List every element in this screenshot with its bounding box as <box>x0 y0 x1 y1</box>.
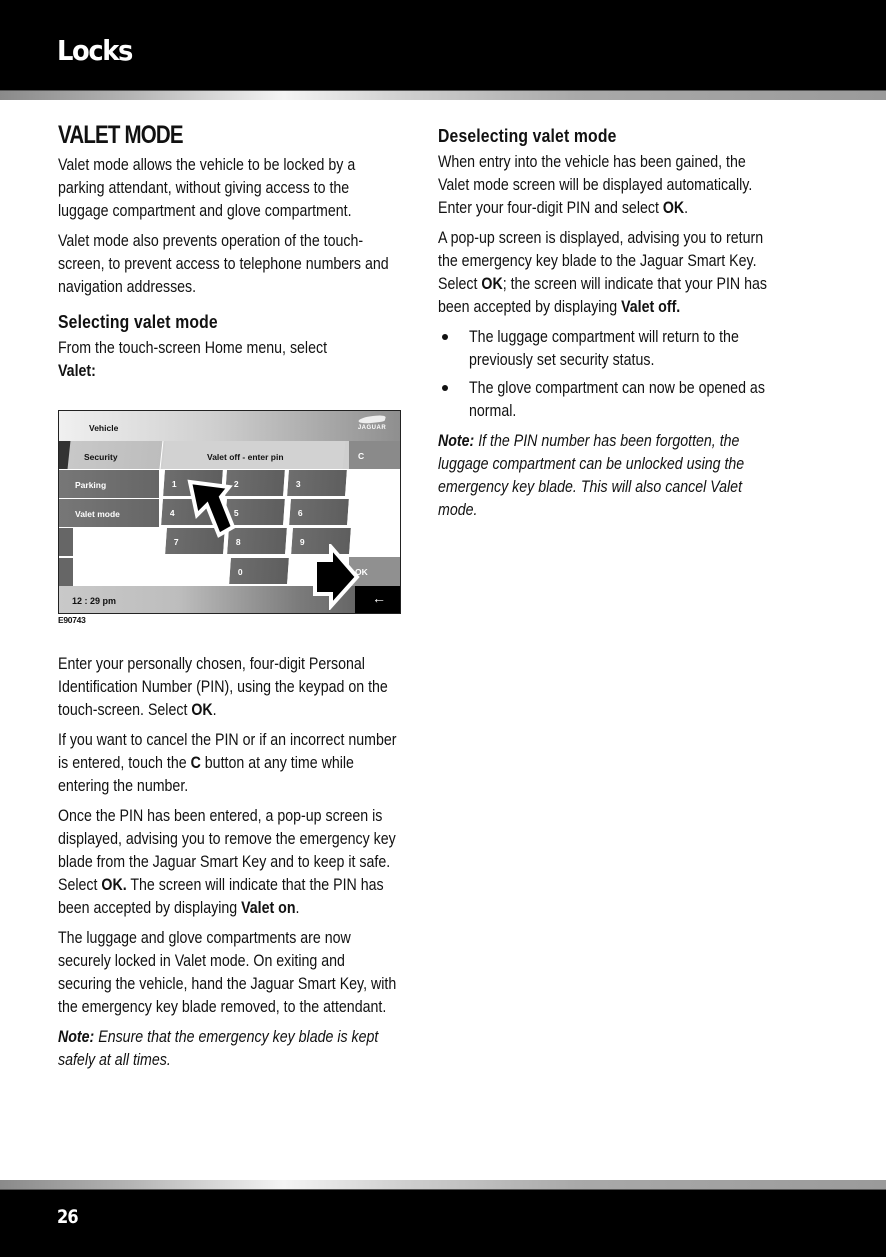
key-8[interactable] <box>226 527 288 555</box>
pin-entered-paragraph: Once the PIN has been entered, a pop-up screen is displayed, advising you to remove the emergency key blade from the Jaguar Smart Key and to keep it safe. Select OK. The screen will indicate that the PIN has been accepted by displaying Valet on. <box>58 806 396 917</box>
key-label: 6 <box>297 508 303 518</box>
clock: 12 : 29 pm <box>72 596 117 606</box>
key-label: 0 <box>237 567 243 577</box>
subsection-title-selecting: Selecting valet mode <box>58 311 218 332</box>
bullet-list <box>438 325 783 422</box>
menu-empty-slot <box>59 527 73 556</box>
page-number: 26 <box>57 1206 78 1228</box>
footer-divider <box>0 1180 886 1190</box>
instruction-text: From the touch-screen Home menu, select <box>58 338 328 357</box>
touchscreen-figure <box>58 410 401 628</box>
key-0[interactable] <box>228 557 290 585</box>
key-label: 1 <box>171 479 177 489</box>
screen-top-bar <box>59 411 401 442</box>
key-label: 3 <box>295 479 301 489</box>
locked-paragraph: The luggage and glove compartments are now securely locked in Valet mode. On exiting and securing the vehicle, hand the Jaguar Smart Key, with the emergency key blade removed, to the attendant. <box>58 928 397 1016</box>
key-label: 4 <box>169 508 175 518</box>
security-tab-label: Security <box>84 452 118 462</box>
ok-button-label: OK <box>355 567 368 577</box>
vehicle-label: Vehicle <box>89 423 119 433</box>
menu-item-label: Valet mode <box>75 509 120 519</box>
deselect-paragraph-2: A pop-up screen is displayed, advising you to return the emergency key blade to the Jaguar Smart Key. Select OK; the screen will indicate that your PIN has been accepted by displaying Valet off. <box>438 228 768 316</box>
menu-item-parking[interactable] <box>59 469 159 498</box>
deselect-paragraph-1: When entry into the vehicle has been gained, the Valet mode screen will be displayed automatically. Enter your four-digit PIN and select OK. <box>438 152 753 217</box>
header-divider <box>0 90 886 100</box>
note-paragraph: Note: Ensure that the emergency key blade is kept safely at all times. <box>58 1027 379 1069</box>
logo-text: JAGUAR <box>357 425 387 431</box>
list-item: The luggage compartment will return to the previously set security status. <box>438 325 783 371</box>
selecting-instruction <box>58 336 400 382</box>
clear-button-label: C <box>358 451 365 461</box>
pointer-arrow-icon <box>185 477 235 539</box>
back-arrow-icon: ← <box>372 590 386 606</box>
menu-empty-slot <box>59 557 73 586</box>
key-label: 7 <box>173 537 179 547</box>
note-label: Note: <box>438 431 475 450</box>
intro-paragraph: Valet mode also prevents operation of the touch-screen, to prevent access to telephone numbers and navigation addresses. <box>58 231 389 296</box>
page-footer <box>0 1190 886 1257</box>
instruction-bold: Valet: <box>58 361 96 380</box>
bullet-icon <box>442 334 448 340</box>
clear-button[interactable] <box>349 441 401 469</box>
cancel-pin-paragraph: If you want to cancel the PIN or if an incorrect number is entered, touch the C button at any time while entering the number. <box>58 730 397 795</box>
key-label: 9 <box>299 537 305 547</box>
back-button[interactable] <box>355 586 401 614</box>
page-header <box>0 0 886 90</box>
screen-title-bar <box>59 441 401 469</box>
figure-caption: E90743 <box>58 615 86 625</box>
after-figure-text <box>58 652 408 1071</box>
menu-item-label: Parking <box>75 480 107 490</box>
key-3[interactable] <box>286 469 348 497</box>
key-label: 2 <box>233 479 239 489</box>
bullet-icon <box>442 385 448 391</box>
menu-item-valet-mode[interactable] <box>59 498 159 527</box>
jaguar-logo-icon <box>352 416 392 438</box>
pin-title-label: Valet off - enter pin <box>207 452 284 462</box>
pointer-arrow-right-icon <box>311 544 361 610</box>
enter-pin-paragraph: Enter your personally chosen, four-digit Personal Identification Number (PIN), using the keypad on the touch-screen. Select OK. <box>58 654 388 719</box>
key-label: 8 <box>235 537 241 547</box>
key-6[interactable] <box>288 498 350 526</box>
list-item: The glove compartment can now be opened as normal. <box>438 376 783 422</box>
note-paragraph: Note: If the PIN number has been forgotten, the luggage compartment can be unlocked using the emergency key blade. This will also cancel Valet mode. <box>438 431 745 519</box>
left-column <box>58 120 408 1078</box>
subsection-title-deselecting: Deselecting valet mode <box>438 125 617 146</box>
key-label: 5 <box>233 508 239 518</box>
section-title: VALET MODE <box>58 121 183 149</box>
intro-paragraph: Valet mode allows the vehicle to be locked by a parking attendant, without giving access to the luggage compartment and glove compartment. <box>58 155 356 220</box>
touchscreen-screenshot <box>58 410 401 614</box>
note-label: Note: <box>58 1027 95 1046</box>
right-column <box>438 124 783 528</box>
chapter-title: Locks <box>57 34 132 67</box>
